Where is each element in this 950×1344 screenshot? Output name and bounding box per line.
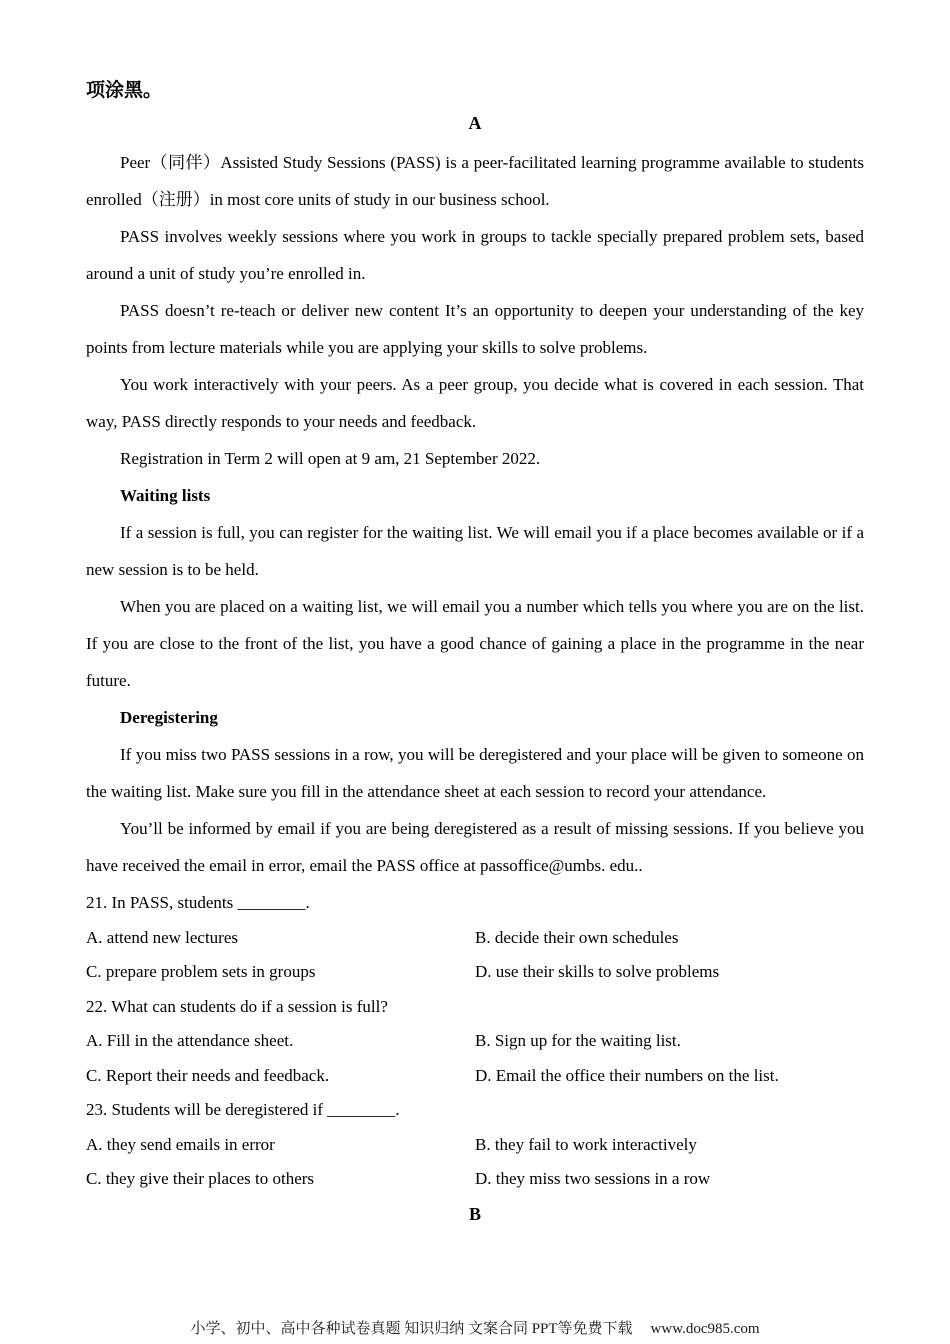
question-22-option-b: B. Sign up for the waiting list. — [475, 1031, 681, 1050]
question-22-text: 22. What can students do if a session is full? — [86, 996, 388, 1016]
passage-paragraph-8: If you miss two PASS sessions in a row, you will be deregistered and your place will be given to someone on the waiting list. Make sure you fill in the attendance sheet at each session to record your attendance. — [86, 745, 864, 801]
waiting-lists-heading: Waiting lists — [120, 486, 211, 505]
footer-site-url: www.doc985.com — [650, 1321, 760, 1337]
passage-paragraph-6: If a session is full, you can register for the waiting list. We will email you if a place becomes available or if a new session is to be held. — [86, 523, 864, 579]
section-a-heading: A — [468, 113, 482, 133]
section-b-heading: B — [468, 1203, 481, 1224]
question-22-options-row-1 — [86, 1024, 864, 1059]
question-22-option-d: D. Email the office their numbers on the list. — [475, 1065, 779, 1085]
deregistering-heading: Deregistering — [120, 708, 218, 727]
question-23-option-b: B. they fail to work interactively — [475, 1134, 697, 1154]
question-23-option-a: A. they send emails in error — [86, 1134, 275, 1154]
question-23-text: 23. Students will be deregistered if ________. — [86, 1100, 400, 1119]
passage-paragraph-1: Peer（同伴）Assisted Study Sessions (PASS) is a peer-facilitated learning programme available to students enrolled（注册）in most core units of study in our business school. — [86, 153, 864, 209]
question-21-text: 21. In PASS, students ________. — [86, 893, 310, 912]
question-21-options-row-1 — [86, 921, 864, 956]
question-21-option-a: A. attend new lectures — [86, 927, 238, 947]
questions-section — [86, 886, 864, 1197]
passage-paragraph-3: PASS doesn’t re-teach or deliver new content It’s an opportunity to deepen your understanding of the key points from lecture materials while you are applying your skills to solve problems. — [86, 301, 864, 357]
question-21-option-d: D. use their skills to solve problems — [475, 962, 720, 981]
question-23-options-row-1 — [86, 1128, 864, 1163]
question-22-option-a: A. Fill in the attendance sheet. — [86, 1031, 294, 1050]
question-23-option-d: D. they miss two sessions in a row — [475, 1169, 711, 1188]
question-22-option-c: C. Report their needs and feedback. — [86, 1065, 330, 1085]
footer-promo-text: 小学、初中、高中各种试卷真题 知识归纳 文案合同 PPT等免费下载 — [190, 1321, 633, 1337]
question-21-option-c: C. prepare problem sets in groups — [86, 962, 316, 981]
question-21-options-row-2 — [86, 955, 864, 990]
passage-paragraph-7: When you are placed on a waiting list, we will email you a number which tells you where you are on the list. If you are close to the front of the list, you have a good chance of gaining a place in the programme in the near future. — [86, 597, 864, 690]
passage-paragraph-5: Registration in Term 2 will open at 9 am, 21 September 2022. — [120, 449, 541, 468]
question-23-option-c: C. they give their places to others — [86, 1169, 315, 1188]
passage-paragraph-2: PASS involves weekly sessions where you work in groups to tackle specially prepared problem sets, based around a unit of study you’re enrolled in. — [86, 227, 864, 283]
passage-paragraph-4: You work interactively with your peers. As a peer group, you decide what is covered in each session. That way, PASS directly responds to your needs and feedback. — [86, 375, 864, 431]
question-22-options-row-2 — [86, 1059, 864, 1094]
page-footer — [0, 1317, 950, 1338]
passage-paragraph-9: You’ll be informed by email if you are being deregistered as a result of missing sessions. If you believe you have received the email in error, email the PASS office at passoffice@umbs. edu.. — [86, 819, 864, 875]
question-21-option-b: B. decide their own schedules — [475, 927, 679, 947]
question-23-options-row-2 — [86, 1162, 864, 1197]
instruction-text: 项涂黑。 — [86, 80, 163, 101]
